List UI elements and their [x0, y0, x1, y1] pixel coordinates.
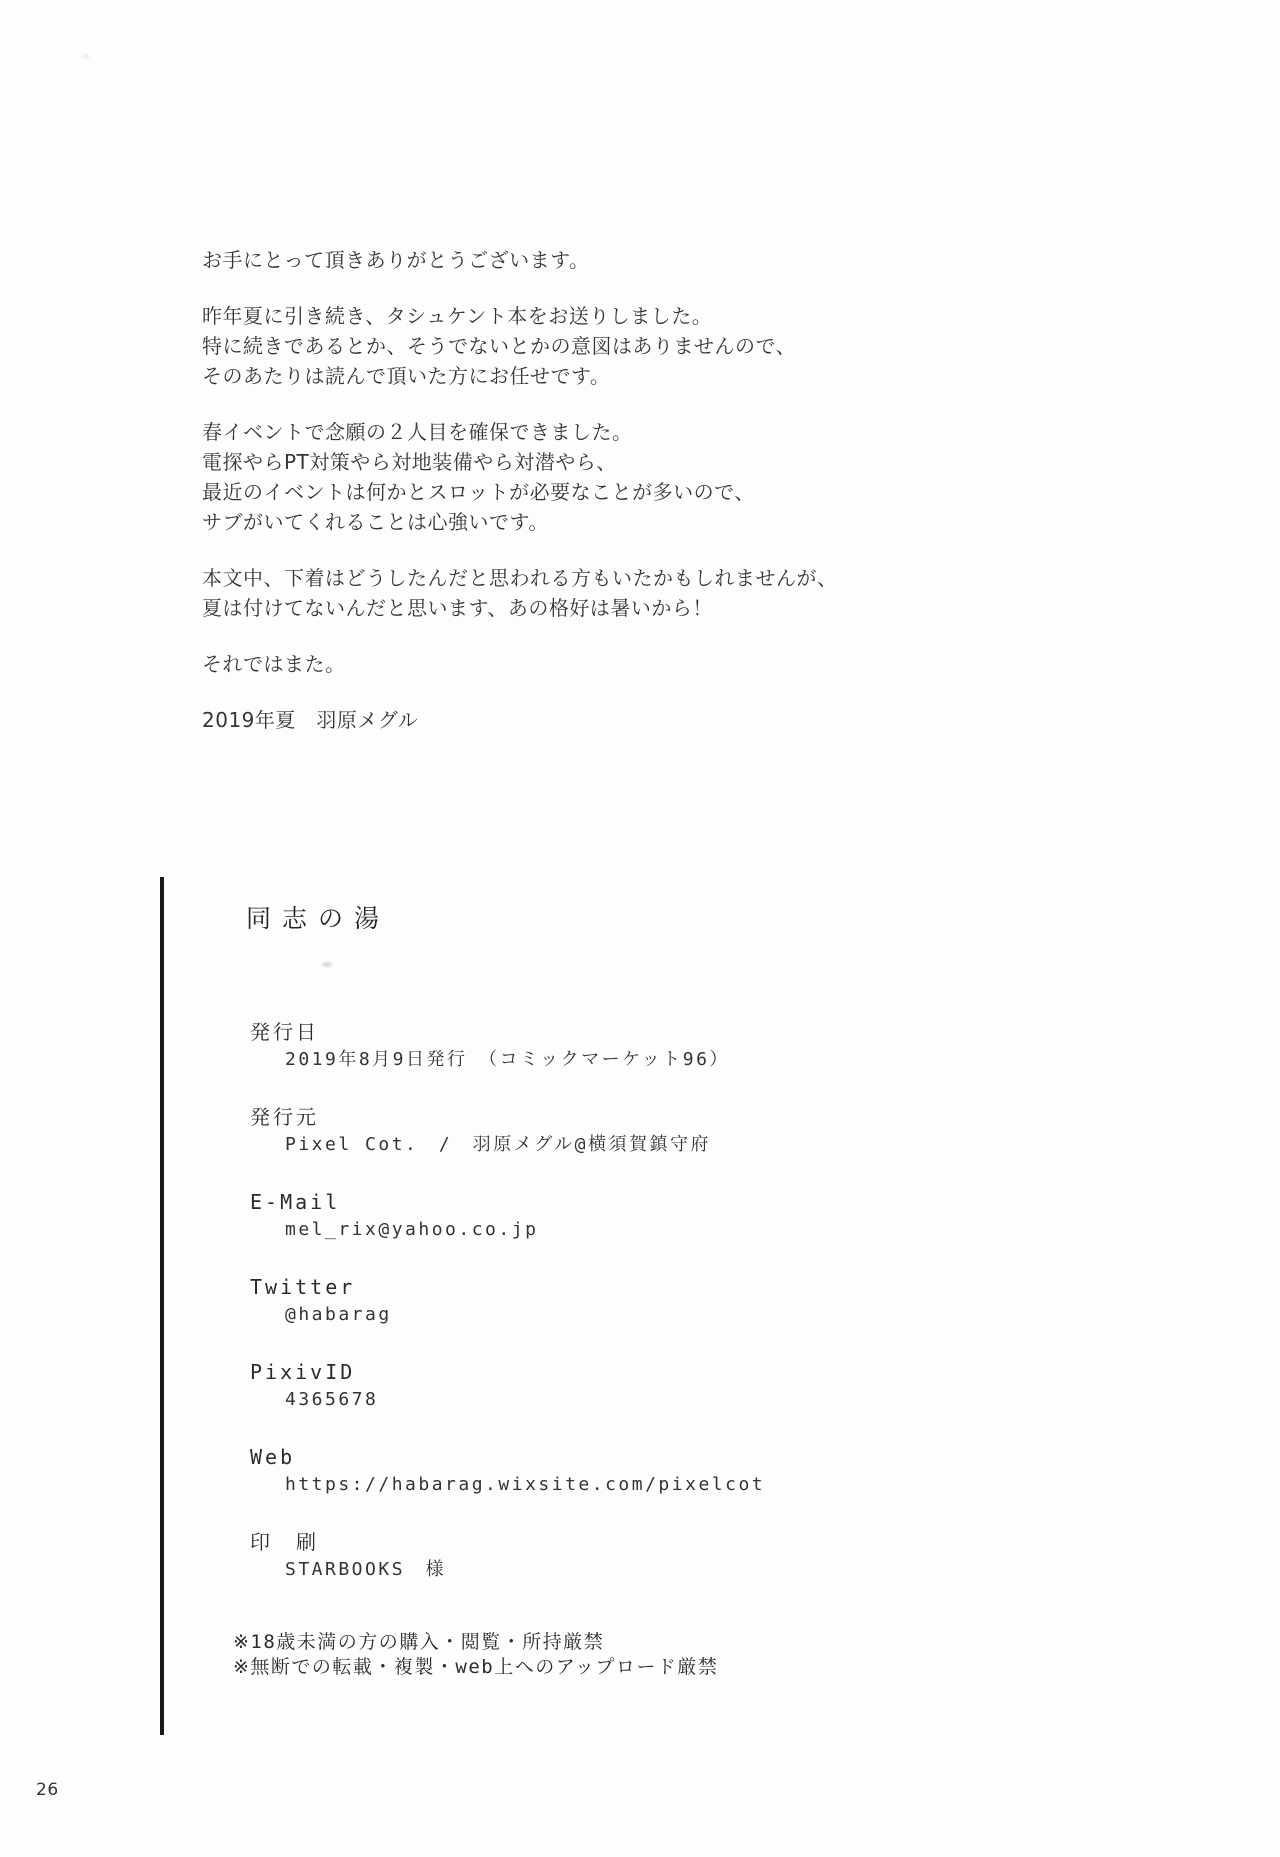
colophon-value: @habarag [285, 1304, 392, 1325]
colophon-label: 印 刷 [250, 1530, 319, 1554]
afterword-line: 2019年夏 羽原メグル [202, 708, 419, 732]
afterword-line: それではまた。 [202, 652, 346, 676]
notice-line: ※無断での転載・複製・web上へのアップロード厳禁 [233, 1656, 719, 1678]
afterword-line: 本文中、下着はどうしたんだと思われる方もいたかもしれませんが、 [202, 566, 838, 590]
colophon-value: 2019年8月9日発行 （コミックマーケット96） [285, 1049, 730, 1070]
afterword-line: 春イベントで念願の２人目を確保できました。 [202, 420, 633, 444]
afterword-line: サブがいてくれることは心強いです。 [202, 510, 549, 534]
colophon-label: 発行元 [250, 1105, 319, 1129]
colophon-value: mel_rix@yahoo.co.jp [285, 1219, 539, 1240]
colophon-label: 発行日 [250, 1020, 319, 1044]
colophon-label: PixivID [250, 1360, 356, 1384]
colophon-label: E-Mail [250, 1190, 341, 1214]
colophon [250, 1018, 765, 1613]
colophon-value: 4365678 [285, 1389, 379, 1410]
colophon-value: https://habarag.wixsite.com/pixelcot [285, 1474, 766, 1495]
colophon-entry [250, 1188, 765, 1244]
restriction-notices [233, 1630, 718, 1680]
colophon-entry [250, 1358, 765, 1414]
afterword-paragraph [202, 649, 962, 679]
afterword-line: 電探やらPT対策やら対地装備やら対潜やら、 [202, 450, 617, 474]
afterword-line: そのあたりは読んで頂いた方にお任せです。 [202, 364, 611, 388]
scan-artifact [322, 962, 332, 967]
page-number: 26 [36, 1780, 59, 1800]
colophon-entry [250, 1018, 765, 1074]
afterword-line: 夏は付けてないんだと思います、あの格好は暑いから！ [202, 596, 713, 620]
afterword-text [202, 245, 962, 761]
colophon-label: Twitter [250, 1275, 356, 1299]
afterword-paragraph [202, 563, 962, 623]
colophon-entry [250, 1103, 765, 1159]
colophon-rule [160, 877, 164, 1735]
afterword-paragraph [202, 245, 962, 275]
colophon-label: Web [250, 1445, 296, 1469]
colophon-value: Pixel Cot. / 羽原メグル@横須賀鎮守府 [285, 1134, 712, 1155]
colophon-value: STARBOOKS 様 [285, 1559, 447, 1580]
afterword-signature [202, 705, 962, 735]
scan-artifact [83, 54, 89, 59]
colophon-entry [250, 1273, 765, 1329]
colophon-entry [250, 1443, 765, 1499]
afterword-line: 特に続きであるとか、そうでないとかの意図はありませんので、 [202, 334, 797, 358]
afterword-line: お手にとって頂きありがとうございます。 [202, 248, 590, 272]
afterword-paragraph [202, 417, 962, 537]
afterword-line: 最近のイベントは何かとスロットが必要なことが多いので、 [202, 480, 755, 504]
colophon-entry [250, 1528, 765, 1584]
book-title: 同志の湯 [246, 904, 391, 933]
afterword-line: 昨年夏に引き続き、タシュケント本をお送りしました。 [202, 304, 713, 328]
notice-line: ※18歳未満の方の購入・閲覧・所持厳禁 [233, 1631, 605, 1653]
afterword-paragraph [202, 301, 962, 391]
